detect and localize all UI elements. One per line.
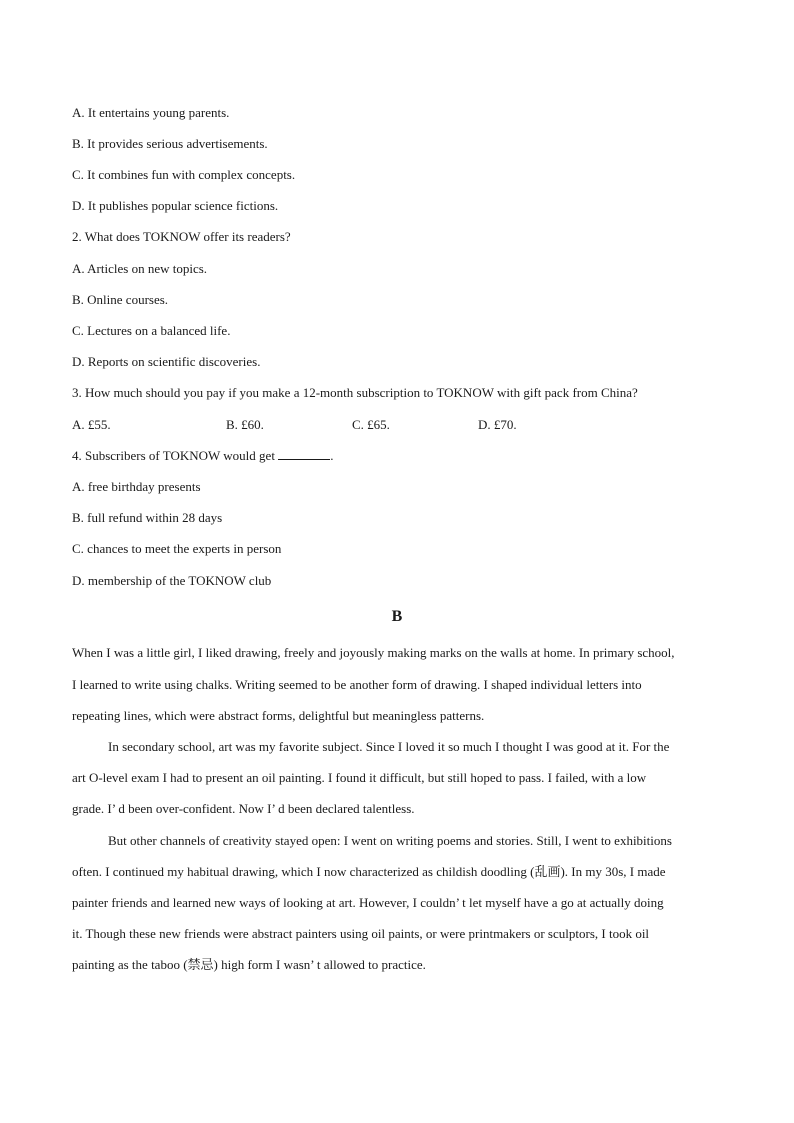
q2-option-c: C. Lectures on a balanced life.	[72, 323, 231, 338]
q1-option-a: A. It entertains young parents.	[72, 105, 230, 120]
answer-blank	[278, 448, 330, 460]
q4-option-d: D. membership of the TOKNOW club	[72, 573, 272, 588]
q2-stem: 2. What does TOKNOW offer its readers?	[72, 229, 291, 244]
q3-stem: 3. How much should you pay if you make a 12-month subscription to TOKNOW with gift pack from China?	[72, 385, 638, 400]
q1-option-c: C. It combines fun with complex concepts.	[72, 167, 296, 182]
q4-stem-end: .	[330, 448, 334, 463]
passage-line: painter friends and learned new ways of looking at art. However, I couldn’ t let myself have a go at actually doing	[72, 895, 664, 910]
passage-line: But other channels of creativity stayed open: I went on writing poems and stories. Still, I went to exhibitions	[108, 833, 672, 848]
q2-option-d: D. Reports on scientific discoveries.	[72, 354, 261, 369]
q3-option-c: C. £65.	[352, 417, 390, 432]
q3-option-a: A. £55.	[72, 417, 111, 432]
q4-option-c: C. chances to meet the experts in person	[72, 541, 282, 556]
q3-option-b: B. £60.	[226, 417, 264, 432]
passage-line: painting as the taboo (禁忌) high form I wasn’ t allowed to practice.	[72, 957, 426, 972]
passage-line: often. I continued my habitual drawing, which I now characterized as childish doodling (乱画). In my 30s, I made	[72, 864, 666, 879]
passage-line: When I was a little girl, I liked drawing, freely and joyously making marks on the walls at home. In primary school,	[72, 645, 675, 660]
q4-option-b: B. full refund within 28 days	[72, 510, 223, 525]
passage-line: it. Though these new friends were abstract painters using oil paints, or were printmakers or sculptors, I took oil	[72, 926, 650, 941]
q4-stem: 4. Subscribers of TOKNOW would get	[72, 448, 275, 463]
passage-line: grade. I’ d been over-confident. Now I’ d been declared talentless.	[72, 801, 415, 816]
q4-stem-line	[72, 448, 333, 464]
q1-option-d: D. It publishes popular science fictions.	[72, 198, 279, 213]
passage-line: repeating lines, which were abstract forms, delightful but meaningless patterns.	[72, 708, 485, 723]
passage-line: I learned to write using chalks. Writing seemed to be another form of drawing. I shaped individual letters into	[72, 677, 642, 692]
q2-option-a: A. Articles on new topics.	[72, 261, 208, 276]
section-heading: B	[391, 608, 403, 625]
q1-option-b: B. It provides serious advertisements.	[72, 136, 268, 151]
passage-line: art O-level exam I had to present an oil painting. I found it difficult, but still hoped to pass. I failed, with a low	[72, 770, 647, 785]
passage-line: In secondary school, art was my favorite subject. Since I loved it so much I thought I was good at it. For the	[108, 739, 670, 754]
q2-option-b: B. Online courses.	[72, 292, 169, 307]
q3-option-d: D. £70.	[478, 417, 517, 432]
q4-option-a: A. free birthday presents	[72, 479, 201, 494]
